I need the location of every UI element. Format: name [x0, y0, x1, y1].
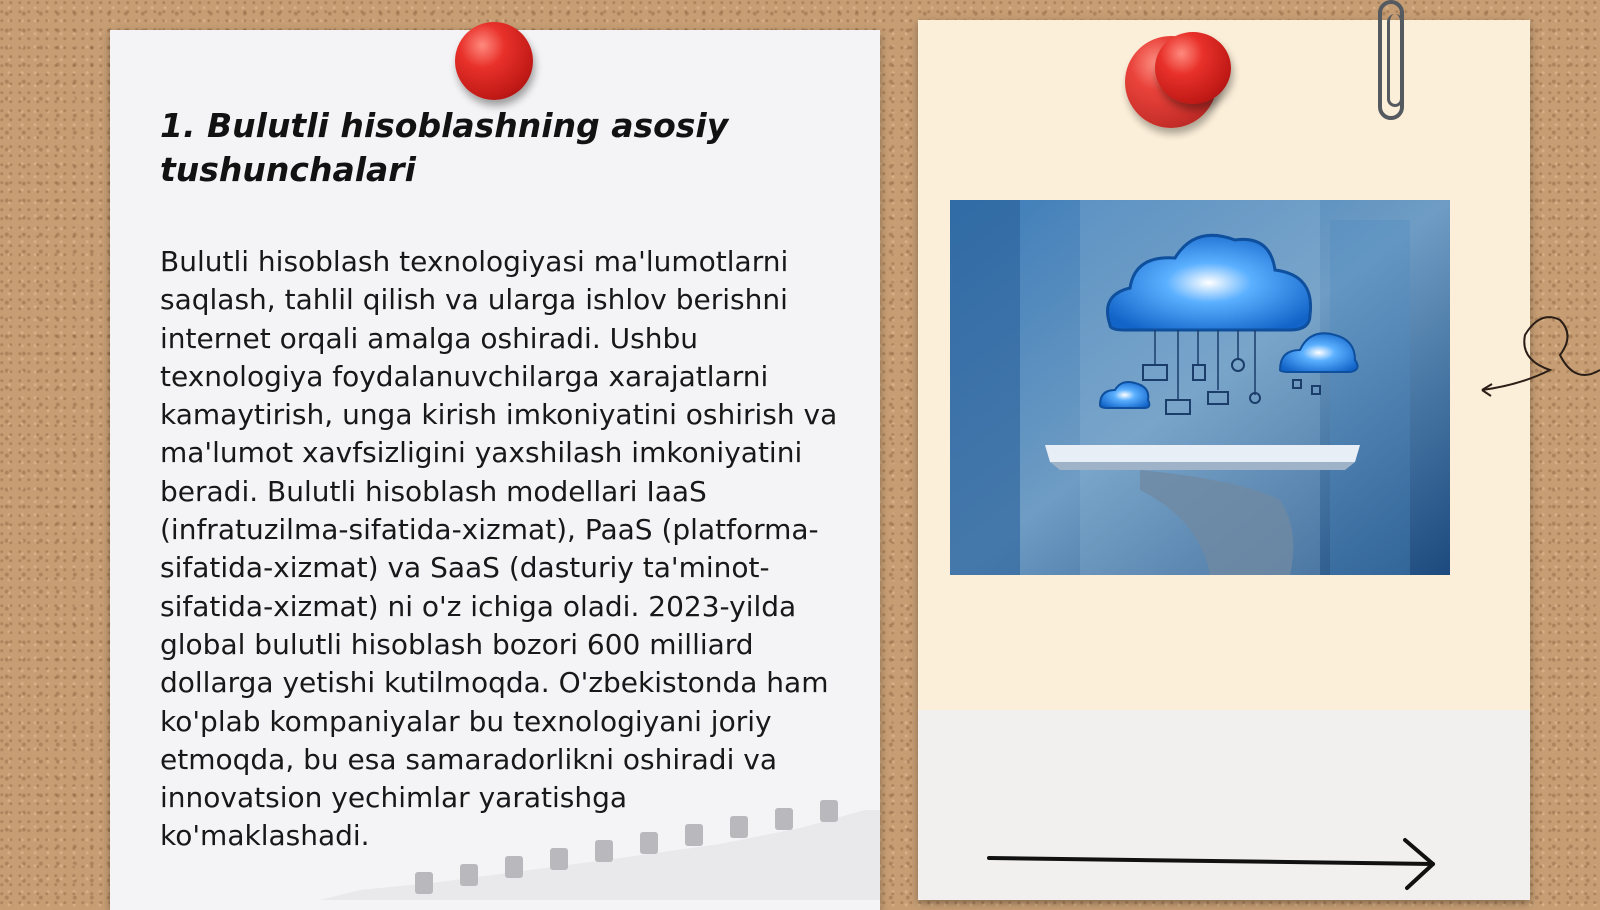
red-pin-icon	[455, 22, 533, 100]
right-arrow-icon	[985, 836, 1445, 896]
slide-title: 1. Bulutli hisoblashning asosiy tushunchalari	[160, 106, 729, 189]
paperclip-inner-loop	[1387, 14, 1403, 107]
torn-paper-scrap	[320, 800, 880, 900]
slide-body-text: Bulutli hisoblash texnologiyasi ma'lumotlarni saqlash, tahlil qilish va ularga ishlov berishni internet orqali amalga oshiradi. Ushbu texnologiya foydalanuvchilarga xarajatlarni kamaytirish, unga kirish imkoniyatini oshirish va ma'lumot xavfsizligini yaxshilash imkoniyatini beradi. Bulutli hisoblash modellari IaaS (infratuzilma-sifatida-xizmat), PaaS (platforma-sifatida-xizmat) va SaaS (dasturiy ta'minot-sifatida-xizmat) ni o'z ichiga oladi. 2023-yilda global bulutli hisoblash bozori 600 milliard dollarga yetishi kutilmoqda. O'zbekistonda ham ko'plab kompaniyalar bu texnologiyani joriy etmoqda, bu esa samaradorlikni oshiradi va innovatsion yechimlar yaratishga ko'maklashadi.	[160, 245, 838, 853]
paperclip-icon	[1378, 0, 1404, 120]
cloud-computing-photo	[950, 200, 1450, 575]
hand-drawn-curl-arrow-icon	[1480, 310, 1600, 410]
red-pin-icon	[1155, 32, 1231, 104]
